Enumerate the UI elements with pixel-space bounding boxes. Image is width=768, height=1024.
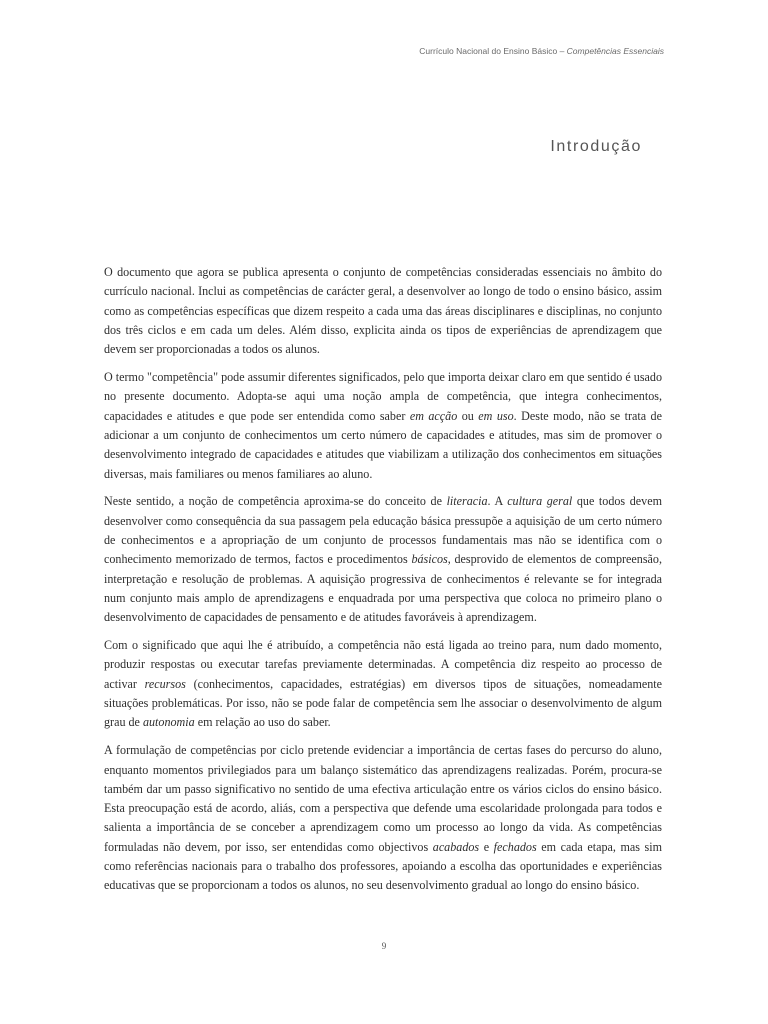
paragraph-text: O documento que agora se publica apresenta o conjunto de competências consideradas essenciais no âmbito do currículo nacional. Inclui as competências de carácter geral, a desenvolver ao longo de todo o ensino básico, assim como as competências específicas que dizem respeito a cada uma das áreas disciplinares e disciplinas, no conjunto dos três ciclos e em cada um deles. Além disso, explicita ainda os tipos de experiências de aprendizagem que devem ser proporcionadas a todos os alunos. <box>104 265 662 357</box>
document-title: Currículo Nacional do Ensino Básico <box>419 46 558 56</box>
emphasis-text: em acção <box>409 408 458 423</box>
paragraph <box>104 492 662 627</box>
emphasis-text: acabados <box>432 839 480 854</box>
paragraph <box>104 368 662 484</box>
paragraph-text: e <box>479 839 494 854</box>
section-title: Introdução <box>550 138 642 155</box>
header-separator: – <box>557 46 567 56</box>
paragraph-text: . Deste modo, não se trata de adicionar a um conjunto de conhecimentos um certo número de capacidades e atitudes, mas sim de promover o desenvolvimento integrado de capacidades e atitudes que viabilizam a utilização dos conhecimentos em situações diversas, mais familiares ou menos familiares ao aluno. <box>104 408 662 481</box>
running-header <box>419 46 664 56</box>
paragraph-text: (conhecimentos, capacidades, estratégias) em diversos tipos de situações, nomeadamente situações problemáticas. Por isso, não se pode falar de competência sem lhe associar o desenvolvimento de algum grau de <box>104 676 662 730</box>
paragraph-text: Com o significado que aqui lhe é atribuído, a competência não está ligada ao treino para, num dado momento, produzir respostas ou executar tarefas previamente determinadas. A competência diz respeito ao processo de activar <box>104 638 662 691</box>
emphasis-text: básicos <box>411 552 448 567</box>
paragraph-text: em cada etapa, mas sim como referências nacionais para o trabalho dos professores, apoiando a escolha das oportunidades e experiências educativas que se proporcionam a todos os alunos, no seu desenvolvimento gradual ao longo do ensino básico. <box>104 839 663 893</box>
paragraph <box>104 636 662 732</box>
paragraph-text: O termo "competência" pode assumir diferentes significados, pelo que importa deixar claro em que sentido é usado no presente documento. Adopta-se aqui uma noção ampla de competência, que integra conhecimentos, capacidades e atitudes e que pode ser entendida como saber <box>104 370 662 423</box>
emphasis-text: literacia <box>446 494 488 509</box>
emphasis-text: em uso <box>478 408 514 423</box>
paragraph-text: em relação ao uso do saber. <box>194 715 331 730</box>
paragraph-text: Neste sentido, a noção de competência aproxima-se do conceito de <box>104 494 447 509</box>
paragraph-text: A formulação de competências por ciclo pretende evidenciar a importância de certas fases do percurso do aluno, enquanto momentos privilegiados para um balanço sistemático das aprendizagens realizadas. Porém, procura-se também dar um passo significativo no sentido de uma efectiva articulação entre os vários ciclos do ensino básico. Esta preocupação está de acordo, aliás, com a perspectiva que defende uma escolaridade prolongada para todos e salienta a importância de se conceber a aprendizagem como um processo ao longo da vida. As competências formuladas não devem, por isso, ser entendidas como objectivos <box>104 743 662 854</box>
paragraph <box>104 741 662 895</box>
page-number: 9 <box>381 941 387 951</box>
paragraph-text: , desprovido de elementos de compreensão, interpretação e resolução de problemas. A aquisição progressiva de conhecimentos é relevante se for integrada num conjunto mais amplo de aprendizagens e enquadrada por uma perspectiva que coloca no primeiro plano o desenvolvimento de capacidades de pensamento e de atitudes favoráveis à aprendizagem. <box>104 552 662 625</box>
emphasis-text: recursos <box>144 676 186 691</box>
paragraph-text: ou <box>457 408 479 423</box>
emphasis-text: fechados <box>493 839 537 854</box>
paragraph <box>104 263 662 359</box>
body-text <box>104 263 662 904</box>
paragraph-text: que todos devem desenvolver como consequência da sua passagem pela educação básica pressupõe a aquisição de um certo número de conhecimentos e a apropriação de um conjunto de processos fundamentais mas não se identifica com o conhecimento memorizado de termos, factos e procedimentos <box>104 494 662 567</box>
emphasis-text: cultura geral <box>507 494 573 509</box>
document-subtitle: Competências Essenciais <box>566 46 664 56</box>
paragraph-text: . A <box>487 494 508 509</box>
emphasis-text: autonomia <box>142 715 195 730</box>
